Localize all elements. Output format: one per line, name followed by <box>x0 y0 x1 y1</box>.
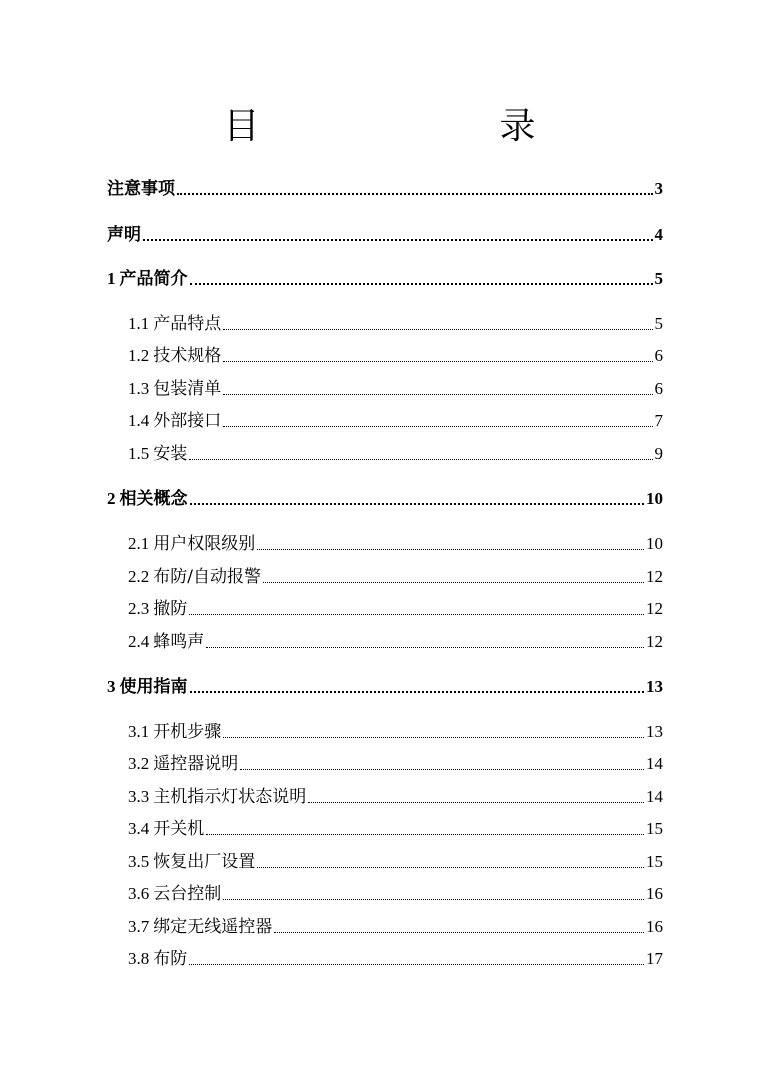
toc-entry[interactable] <box>128 849 663 875</box>
toc-entry-text: 使用指南 <box>119 677 188 697</box>
toc-entry-number: 1.4 <box>128 411 150 430</box>
toc-entry-label <box>128 441 187 467</box>
toc-entry[interactable] <box>107 266 663 292</box>
toc-page-number: 13 <box>646 677 663 696</box>
toc-page-number: 15 <box>646 852 663 871</box>
toc-entry-label <box>128 311 221 337</box>
toc-page-number: 14 <box>646 787 663 806</box>
toc-leader-dots <box>240 769 644 770</box>
toc-entry[interactable] <box>128 719 663 745</box>
toc-entry-text: 技术规格 <box>153 346 222 366</box>
toc-leader-dots <box>189 964 644 965</box>
toc-entry[interactable] <box>128 946 663 972</box>
toc-page-number: 5 <box>654 314 663 333</box>
toc-entry-text: 云台控制 <box>153 884 222 904</box>
toc-entry-text: 产品简介 <box>119 269 188 289</box>
toc-page-number: 12 <box>646 599 663 618</box>
toc-entry-text: 开机步骤 <box>153 722 222 742</box>
toc-entry-text: 安装 <box>153 444 188 464</box>
toc-entry[interactable] <box>128 816 663 842</box>
toc-entry-label <box>107 222 141 248</box>
toc-entry[interactable] <box>128 914 663 940</box>
toc-entry[interactable] <box>128 531 663 557</box>
toc-entry-number: 2 <box>107 489 116 508</box>
toc-entry-number: 3.7 <box>128 917 150 936</box>
toc-leader-dots <box>257 867 644 868</box>
toc-leader-dots <box>223 394 652 395</box>
toc-entry-number: 3 <box>107 677 116 696</box>
toc-entry[interactable] <box>128 596 663 622</box>
toc-entry-text: 包装清单 <box>153 379 222 399</box>
toc-entry-text: 外部接口 <box>153 411 222 431</box>
toc-entry-number: 3.1 <box>128 722 150 741</box>
toc-entry-text: 布防/自动报警 <box>153 567 261 587</box>
toc-page-number: 5 <box>654 269 663 288</box>
toc-entry-label <box>128 564 261 590</box>
toc-page-number: 9 <box>654 444 663 463</box>
toc-leader-dots <box>190 503 645 505</box>
toc-entry-label <box>128 816 204 842</box>
toc-entry[interactable] <box>107 222 663 248</box>
toc-entry-label <box>107 176 175 202</box>
toc-entry-text: 用户权限级别 <box>153 534 256 554</box>
toc-entry-text: 声明 <box>107 225 141 245</box>
toc-entry[interactable] <box>128 564 663 590</box>
toc-entry[interactable] <box>128 881 663 907</box>
toc-leader-dots <box>274 932 644 933</box>
toc-leader-dots <box>223 361 652 362</box>
toc-page-number: 16 <box>646 917 663 936</box>
toc-entry-number: 3.5 <box>128 852 150 871</box>
toc-entry-number: 1 <box>107 269 116 288</box>
toc-page-number: 14 <box>646 754 663 773</box>
toc-entry-number: 1.3 <box>128 379 150 398</box>
toc-page-number: 10 <box>646 534 663 553</box>
toc-entry-label <box>128 629 204 655</box>
toc-entry[interactable] <box>128 408 663 434</box>
toc-entry-text: 恢复出厂设置 <box>153 852 256 872</box>
toc-leader-dots <box>206 647 644 648</box>
toc-leader-dots <box>189 614 644 615</box>
toc-entry-number: 2.4 <box>128 632 150 651</box>
toc-entry-label <box>128 531 255 557</box>
toc-entry-label <box>107 266 188 292</box>
toc-entry-number: 3.4 <box>128 819 150 838</box>
toc-entry[interactable] <box>128 784 663 810</box>
toc-page-number: 12 <box>646 567 663 586</box>
toc-entry-label <box>107 486 188 512</box>
toc-entry-label <box>128 376 221 402</box>
toc-entry-number: 3.6 <box>128 884 150 903</box>
toc-leader-dots <box>308 802 644 803</box>
toc-entry-label <box>128 343 221 369</box>
toc-entry-label <box>128 914 272 940</box>
toc-entry-number: 3.8 <box>128 949 150 968</box>
toc-page-number: 7 <box>654 411 663 430</box>
toc-entry-label <box>128 881 221 907</box>
toc-entry-label <box>107 674 188 700</box>
toc-entry-text: 布防 <box>153 949 188 969</box>
toc-page-number: 13 <box>646 722 663 741</box>
toc-leader-dots <box>257 549 644 550</box>
toc-entry-label <box>128 719 221 745</box>
toc-entry[interactable] <box>128 629 663 655</box>
toc-entry-text: 绑定无线遥控器 <box>153 917 273 937</box>
toc-entry-label <box>128 751 238 777</box>
toc-entry-label <box>128 784 306 810</box>
toc-page-number: 17 <box>646 949 663 968</box>
toc-entry-number: 3.2 <box>128 754 150 773</box>
toc-leader-dots <box>223 737 644 738</box>
toc-entry-number: 3.3 <box>128 787 150 806</box>
toc-leader-dots <box>223 426 652 427</box>
toc-entry[interactable] <box>128 441 663 467</box>
toc-entry[interactable] <box>107 486 663 512</box>
toc-entry-number: 2.1 <box>128 534 150 553</box>
toc-entry[interactable] <box>128 343 663 369</box>
toc-entry-text: 注意事项 <box>107 179 175 199</box>
toc-leader-dots <box>189 459 652 460</box>
toc-entry-label <box>128 408 221 434</box>
toc-leader-dots <box>263 582 644 583</box>
toc-page-number: 10 <box>646 489 663 508</box>
toc-entry-label <box>128 596 187 622</box>
toc-leader-dots <box>206 834 644 835</box>
toc-entry[interactable] <box>107 176 663 202</box>
toc-entry-number: 1.2 <box>128 346 150 365</box>
toc-entry-number: 1.5 <box>128 444 150 463</box>
toc-page-number: 3 <box>654 179 663 198</box>
toc-entry[interactable] <box>128 376 663 402</box>
toc-leader-dots <box>190 283 653 285</box>
toc-leader-dots <box>190 691 645 693</box>
toc-entry-text: 相关概念 <box>119 489 188 509</box>
toc-entry[interactable] <box>128 311 663 337</box>
toc-entry[interactable] <box>107 674 663 700</box>
toc-entry-label <box>128 946 187 972</box>
toc-page-number: 6 <box>654 346 663 365</box>
toc-entry-number: 2.2 <box>128 567 150 586</box>
toc-page-number: 4 <box>654 225 663 244</box>
toc-page-number: 12 <box>646 632 663 651</box>
toc-page-number: 6 <box>654 379 663 398</box>
toc-entry-text: 遥控器说明 <box>153 754 239 774</box>
toc-entry-text: 撤防 <box>153 599 188 619</box>
toc-leader-dots <box>177 193 653 195</box>
toc-entry-text: 主机指示灯状态说明 <box>153 787 307 807</box>
toc-entry-text: 开关机 <box>153 819 205 839</box>
page-title: 目 录 <box>223 106 592 147</box>
toc-leader-dots <box>223 899 644 900</box>
toc-entry-text: 蜂鸣声 <box>153 632 205 652</box>
toc-entry-label <box>128 849 255 875</box>
toc-page-number: 16 <box>646 884 663 903</box>
toc-page-number: 15 <box>646 819 663 838</box>
toc-entry-text: 产品特点 <box>153 314 222 334</box>
toc-entry-number: 1.1 <box>128 314 150 333</box>
toc-leader-dots <box>223 329 652 330</box>
toc-entry-number: 2.3 <box>128 599 150 618</box>
toc-entry[interactable] <box>128 751 663 777</box>
toc-leader-dots <box>143 239 653 241</box>
